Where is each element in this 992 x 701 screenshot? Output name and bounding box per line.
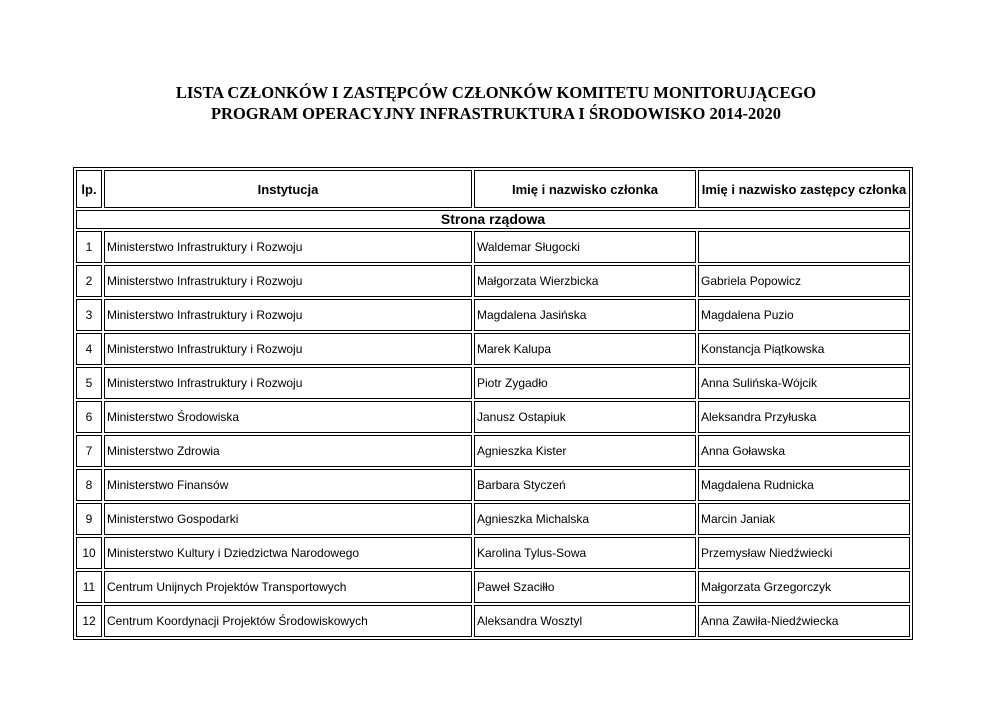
row-member: Paweł Szaciłło: [474, 571, 696, 603]
row-lp: 4: [76, 333, 102, 365]
row-institution: Ministerstwo Infrastruktury i Rozwoju: [104, 265, 472, 297]
header-member: Imię i nazwisko członka: [474, 170, 696, 208]
row-institution: Ministerstwo Środowiska: [104, 401, 472, 433]
row-lp: 5: [76, 367, 102, 399]
row-lp: 2: [76, 265, 102, 297]
table-row: [76, 537, 910, 569]
table-row: [76, 333, 910, 365]
title-line-1: LISTA CZŁONKÓW I ZASTĘPCÓW CZŁONKÓW KOMITETU MONITORUJĄCEGO: [175, 83, 817, 102]
table-row: [76, 571, 910, 603]
row-institution: Centrum Koordynacji Projektów Środowiskowych: [104, 605, 472, 637]
row-lp: 3: [76, 299, 102, 331]
row-member: Karolina Tylus-Sowa: [474, 537, 696, 569]
row-institution: Ministerstwo Zdrowia: [104, 435, 472, 467]
table-row: [76, 469, 910, 501]
row-member: Małgorzata Wierzbicka: [474, 265, 696, 297]
row-lp: 8: [76, 469, 102, 501]
row-lp: 7: [76, 435, 102, 467]
table-row: [76, 299, 910, 331]
row-institution: Ministerstwo Infrastruktury i Rozwoju: [104, 299, 472, 331]
row-institution: Centrum Unijnych Projektów Transportowych: [104, 571, 472, 603]
row-institution: Ministerstwo Infrastruktury i Rozwoju: [104, 231, 472, 263]
row-lp: 6: [76, 401, 102, 433]
row-member: Barbara Styczeń: [474, 469, 696, 501]
table-header-row: [76, 170, 910, 208]
row-lp: 10: [76, 537, 102, 569]
table-row: [76, 503, 910, 535]
row-member: Magdalena Jasińska: [474, 299, 696, 331]
header-deputy: Imię i nazwisko zastępcy członka: [698, 170, 910, 208]
table-row: [76, 435, 910, 467]
table-row: [76, 265, 910, 297]
row-institution: Ministerstwo Kultury i Dziedzictwa Narodowego: [104, 537, 472, 569]
row-deputy: Aleksandra Przyłuska: [698, 401, 910, 433]
row-member: Janusz Ostapiuk: [474, 401, 696, 433]
document-title: [0, 82, 992, 124]
table-row: [76, 605, 910, 637]
row-institution: Ministerstwo Gospodarki: [104, 503, 472, 535]
row-deputy: Marcin Janiak: [698, 503, 910, 535]
row-lp: 1: [76, 231, 102, 263]
row-deputy: Magdalena Rudnicka: [698, 469, 910, 501]
row-member: Agnieszka Kister: [474, 435, 696, 467]
row-deputy: Anna Zawiła-Niedźwiecka: [698, 605, 910, 637]
row-institution: Ministerstwo Infrastruktury i Rozwoju: [104, 367, 472, 399]
row-deputy: [698, 231, 910, 263]
row-member: Waldemar Sługocki: [474, 231, 696, 263]
table-row: [76, 231, 910, 263]
row-deputy: Przemysław Niedźwiecki: [698, 537, 910, 569]
row-deputy: Anna Sulińska-Wójcik: [698, 367, 910, 399]
table-row: [76, 401, 910, 433]
row-lp: 9: [76, 503, 102, 535]
row-member: Aleksandra Wosztyl: [474, 605, 696, 637]
table-row: [76, 367, 910, 399]
header-institution: Instytucja: [104, 170, 472, 208]
row-lp: 12: [76, 605, 102, 637]
row-institution: Ministerstwo Infrastruktury i Rozwoju: [104, 333, 472, 365]
row-deputy: Anna Goławska: [698, 435, 910, 467]
table-body: [76, 210, 910, 637]
section-row: [76, 210, 910, 229]
row-deputy: Gabriela Popowicz: [698, 265, 910, 297]
row-institution: Ministerstwo Finansów: [104, 469, 472, 501]
row-deputy: Konstancja Piątkowska: [698, 333, 910, 365]
row-deputy: Małgorzata Grzegorczyk: [698, 571, 910, 603]
header-lp: lp.: [76, 170, 102, 208]
row-member: Marek Kalupa: [474, 333, 696, 365]
members-table: [73, 167, 913, 640]
title-line-2: PROGRAM OPERACYJNY INFRASTRUKTURA I ŚRODOWISKO 2014-2020: [210, 104, 782, 123]
section-title: Strona rządowa: [76, 210, 910, 229]
row-deputy: Magdalena Puzio: [698, 299, 910, 331]
row-lp: 11: [76, 571, 102, 603]
row-member: Piotr Zygadło: [474, 367, 696, 399]
row-member: Agnieszka Michalska: [474, 503, 696, 535]
